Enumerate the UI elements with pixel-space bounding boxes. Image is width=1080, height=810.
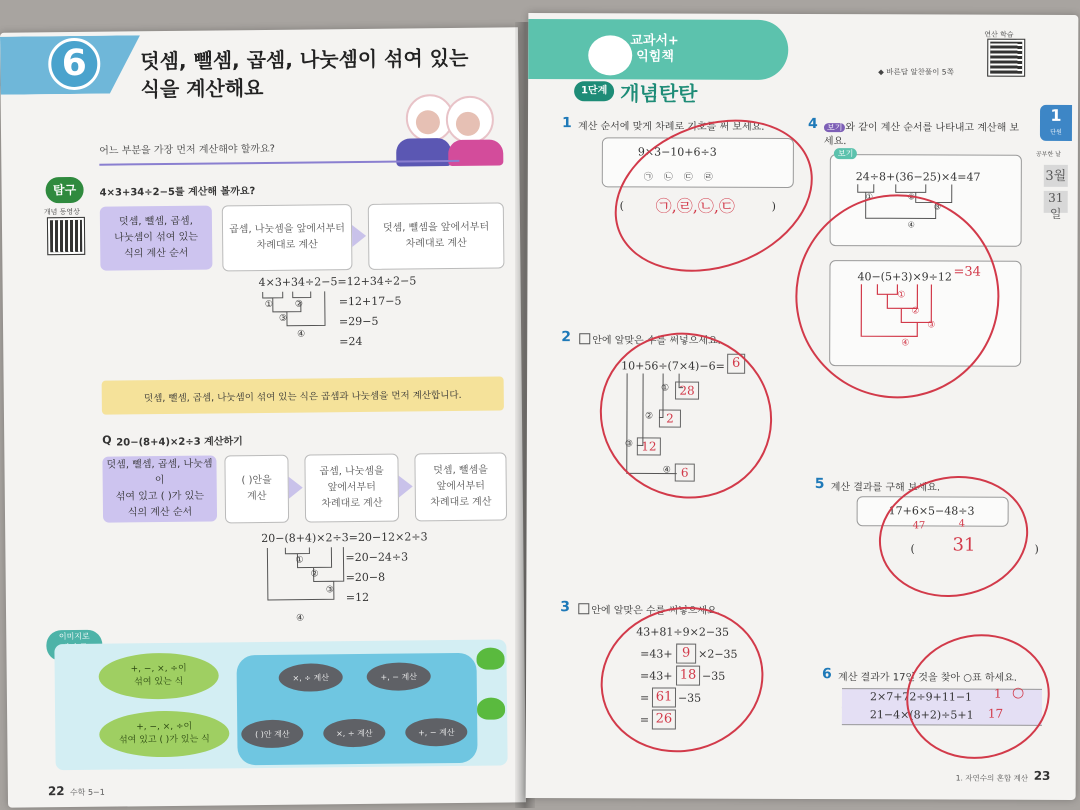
right-page: [526, 13, 1079, 800]
frog-icon: [476, 647, 504, 669]
header-badge-line2: 익힘책: [636, 49, 674, 65]
stage-title: 개념탄탄: [620, 81, 698, 106]
q1-symbol: ㉡: [663, 172, 673, 183]
question-text: 세요.: [823, 136, 847, 148]
answer-paren-close: ): [1034, 542, 1039, 556]
header-badge-line1: 교과서+: [630, 33, 679, 49]
question-text: 계산 결과가 17인 것을 찾아 ○표 하세요.: [838, 672, 1018, 684]
question-text: 계산 결과를 구해 보세요.: [830, 482, 941, 494]
stepping-stone: ×, ÷ 계산: [323, 719, 385, 748]
stepping-stone: +, − 계산: [405, 718, 467, 747]
study-day: 31일: [1044, 191, 1068, 213]
pond-water: [236, 653, 477, 766]
calc2-marker: ④: [296, 613, 305, 624]
calc2-line: =20−24÷3: [345, 550, 409, 565]
q4-example-marker: ④: [907, 220, 915, 230]
q1-symbol: ㉢: [683, 172, 693, 183]
answer-ref-note: ◆ 바른답 알찬풀이 5쪽: [878, 67, 954, 77]
q3-answer: 26: [652, 709, 676, 729]
q1-handwritten-answer: ㉠,㉣,㉡,㉢: [655, 196, 735, 216]
q4-example-marker: ③: [933, 202, 941, 212]
section-number: 6: [48, 38, 101, 91]
q6-row-expr: 2×7+72÷9+11−1: [869, 690, 973, 704]
question-number: 5: [814, 476, 825, 493]
calc1-marker: ②: [294, 299, 303, 310]
order-rule-box-2: 덧셈, 뺄셈, 곱셈, 나눗셈이 섞여 있고 ( )가 있는 식의 계산 순서: [102, 455, 217, 522]
calc1-marker: ③: [278, 313, 288, 324]
question-text: 안에 알맞은 수를 써넣으세요.: [578, 601, 720, 616]
page-number-left: 22: [47, 784, 65, 799]
q4-handwritten-answer: =34: [953, 264, 981, 280]
study-date-label: 공부한 날: [1035, 150, 1061, 158]
lily-pad: +, −, ×, ÷이 섞여 있고 ( )가 있는 식: [99, 710, 229, 757]
q6-row-scratch: 17: [987, 706, 1004, 721]
question-text: 안에 알맞은 수를 써넣으세요.: [579, 331, 721, 346]
q3-answer: 61: [652, 687, 676, 707]
red-grading-circle: [896, 623, 1059, 770]
question-text: 보기 와 같이 계산 순서를 나타내고 계산해 보: [824, 118, 1019, 134]
q4-example-marker: ①: [865, 192, 873, 202]
question-number: 4: [807, 116, 818, 133]
calc1-marker: ①: [264, 299, 273, 310]
answer-paren-close: ): [771, 199, 777, 213]
stepping-stone: ×, ÷ 계산: [279, 663, 343, 692]
q1-symbol: ㉠: [643, 172, 653, 183]
question-text: 계산 순서에 맞게 차례로 기호를 써 보세요.: [577, 121, 765, 133]
q-prompt: 20−(8+4)×2÷3 계산하기: [116, 436, 243, 449]
qr-code-icon: [988, 40, 1024, 76]
calc1-order-brackets: [259, 287, 340, 350]
step-box-mul-div: 곱셈, 나눗셈을 앞에서부터 차례대로 계산: [304, 454, 399, 523]
calc2-marker: ②: [310, 569, 319, 580]
answer-paren-open: (: [619, 199, 625, 213]
q4-problem-expr: 40−(5+3)×9÷12: [857, 270, 952, 284]
q5-scratch: 47: [912, 520, 926, 532]
rule-banner: 덧셈, 뺄셈, 곱셈, 나눗셈이 섞여 있는 식은 곱셈과 나눗셈을 먼저 계산합니다.: [102, 376, 504, 414]
q4-marker: ①: [897, 290, 906, 301]
q6-row-scratch: 1: [993, 686, 1002, 701]
footer-chapter: 1. 자연수의 혼합 계산: [955, 773, 1029, 783]
calc2-line: =20−8: [345, 570, 386, 585]
flow-arrow-icon: [289, 477, 303, 499]
calc1-marker: ④: [297, 329, 306, 340]
step-box-add-sub: 덧셈, 뺄셈을 앞에서부터 차례대로 계산: [368, 202, 505, 269]
q5-handwritten-answer: 31: [952, 534, 976, 556]
frog-icon: [477, 697, 505, 719]
stepping-stone: ( )안 계산: [241, 720, 303, 749]
q3-line: −35: [677, 691, 702, 705]
step-box-mul-div: 곱셈, 나눗셈을 앞에서부터 차례대로 계산: [222, 204, 353, 271]
flow-arrow-icon: [352, 225, 366, 247]
question-number: 1: [561, 115, 572, 132]
q-label-icon: Q: [102, 433, 112, 447]
page-title-line2: 식을 계산해요: [140, 75, 264, 102]
study-month: 3월: [1044, 165, 1068, 187]
left-page: [0, 27, 526, 807]
calc1-line: =29−5: [338, 314, 379, 329]
q2-marker: ①: [661, 383, 670, 394]
q1-expression: 9×3−10+6÷3: [637, 145, 717, 159]
q4-marker: ②: [911, 306, 920, 317]
order-rule-box-1: 덧셈, 뺄셈, 곱셈, 나눗셈이 섞여 있는 식의 계산 순서: [100, 206, 213, 271]
q6-circle-mark: ○: [1011, 684, 1025, 701]
lily-pad: +, −, ×, ÷이 섞여 있는 식: [98, 652, 218, 699]
calc1-line: =24: [339, 334, 363, 349]
footer-book-title: 수학 5−1: [69, 787, 105, 798]
q2-answer: 12: [637, 437, 661, 455]
video-label: 개념 동영상: [43, 207, 80, 217]
q2-expression: 10+56÷(7×4)−6=: [621, 359, 725, 373]
q1-symbol: ㉣: [703, 172, 713, 183]
question-number: 3: [560, 599, 571, 616]
q3-line: =43+: [640, 647, 673, 661]
q2-marker: ④: [662, 465, 671, 476]
q4-marker: ④: [901, 338, 910, 349]
q3-line: −35: [702, 669, 726, 683]
sheep-mascot-illustration: [396, 87, 507, 168]
q2-marker: ③: [624, 439, 633, 450]
explore-prompt: 4×3+34÷2−5를 계산해 볼까요?: [99, 186, 256, 199]
calc1-line: =12+17−5: [338, 294, 402, 309]
intro-question: 어느 부분을 가장 먼저 계산해야 할까요?: [99, 143, 276, 157]
calc2-expression: 20−(8+4)×2÷3=20−12×2÷3: [261, 530, 428, 546]
q4-marker: ③: [927, 320, 936, 331]
q3-line: ×2−35: [698, 647, 738, 661]
q3-line: =43+: [640, 669, 673, 683]
question-number: 2: [561, 329, 572, 346]
step-box-add-sub: 덧셈, 뺄셈을 앞에서부터 차례대로 계산: [414, 452, 507, 521]
step-box-parentheses: ( )안을 계산: [224, 455, 289, 524]
q3-line: =: [639, 691, 650, 705]
q4-example-expr: 24÷8+(36−25)×4=47: [855, 170, 981, 184]
q3-answer: 9: [676, 644, 696, 664]
q3-line: =: [639, 713, 650, 727]
q2-answer: 6: [675, 464, 695, 482]
calc1-expression: 4×3+34÷2−5=12+34÷2−5: [258, 274, 417, 290]
q5-expression: 17+6×5−48÷3: [888, 504, 975, 518]
q3-line: 43+81÷9×2−35: [636, 625, 730, 639]
q2-answer: 28: [675, 382, 699, 400]
qr-code-icon: [48, 218, 84, 254]
page-title-line1: 덧셈, 뺄셈, 곱셈, 나눗셈이 섞여 있는: [140, 45, 469, 74]
qr-label: 연산 학습: [984, 30, 1014, 39]
q4-example-marker: ②: [907, 192, 915, 202]
mascot-icon: [588, 35, 632, 75]
q5-scratch: 4: [958, 518, 965, 530]
image-concept-badge: 이미지로: [46, 630, 102, 662]
stepping-stone: +, − 계산: [367, 662, 431, 691]
q2-marker: ②: [644, 411, 654, 422]
q6-row-expr: 21−4×(8+2)÷5+1: [869, 708, 974, 722]
q4-example-label: 보기: [834, 148, 858, 159]
calc2-marker: ③: [325, 585, 334, 596]
question-number: 6: [822, 666, 832, 683]
flow-arrow-icon: [399, 475, 413, 497]
answer-paren-open: (: [910, 542, 915, 556]
explore-badge: 탐구: [45, 177, 83, 203]
chapter-tab: 1 단원: [1040, 105, 1072, 141]
calc2-order-brackets: [261, 543, 352, 614]
calc2-marker: ①: [295, 555, 304, 566]
stage-pill: 1단계: [574, 81, 614, 101]
q2-answer: 6: [727, 354, 745, 374]
page-number-right: 23: [1033, 768, 1051, 783]
q3-answer: 18: [676, 666, 700, 686]
calc2-line: =12: [345, 590, 370, 605]
q2-answer: 2: [659, 410, 681, 428]
